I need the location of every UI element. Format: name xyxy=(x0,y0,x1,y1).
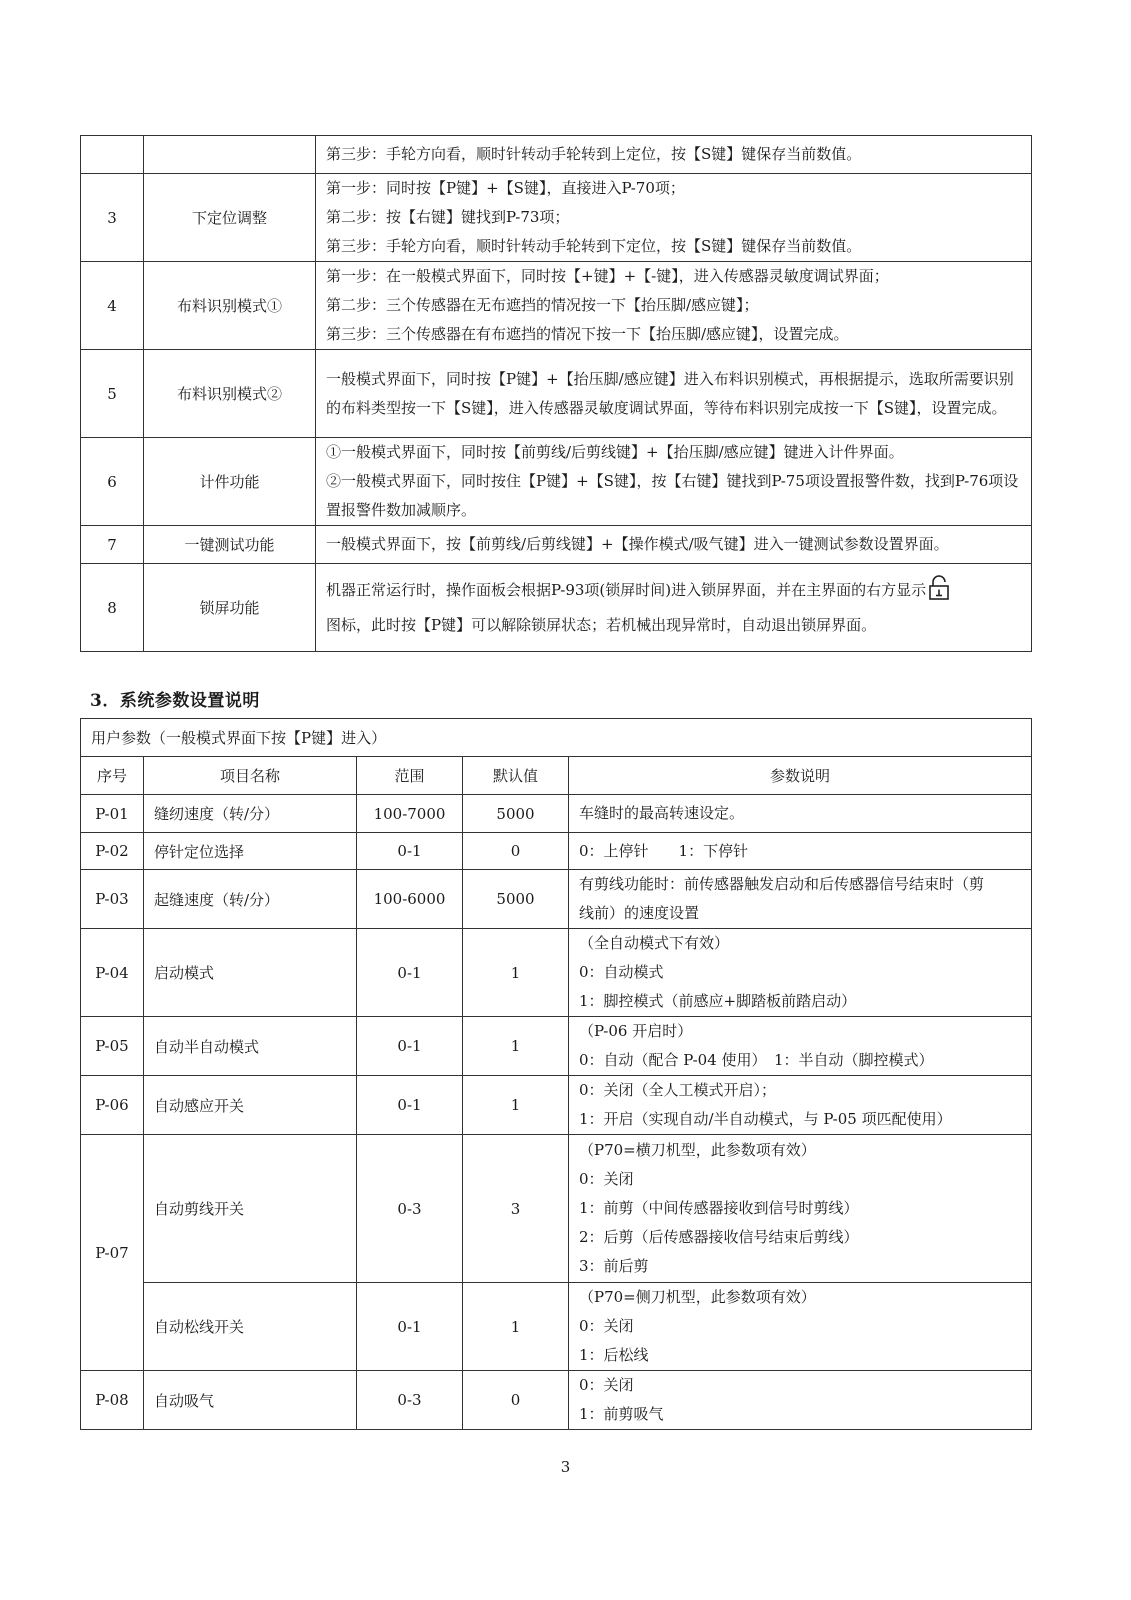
description-line: 第三步：手轮方向看，顺时针转动手轮转到下定位，按【S键】键保存当前数值。 xyxy=(326,237,862,255)
param-range: 0-1 xyxy=(357,1017,463,1076)
param-range: 100-7000 xyxy=(357,795,463,833)
function-name: 布料识别模式① xyxy=(144,262,316,350)
param-id: P-08 xyxy=(81,1371,144,1430)
operation-table xyxy=(80,135,1032,652)
description-line: 一般模式界面下，按【前剪线/后剪线键】+【操作模式/吸气键】进入一键测试参数设置界面。 xyxy=(326,535,949,553)
param-description xyxy=(569,1076,1032,1135)
function-name xyxy=(144,136,316,174)
row-number: 4 xyxy=(81,262,144,350)
param-default: 1 xyxy=(463,1017,569,1076)
description-line: 第一步：同时按【P键】+【S键】，直接进入P-70项； xyxy=(326,179,685,197)
function-description xyxy=(316,438,1032,526)
param-name: 自动剪线开关 xyxy=(144,1135,357,1283)
description-line: 0：自动模式 xyxy=(579,963,664,981)
param-description xyxy=(569,795,1032,833)
param-name: 自动松线开关 xyxy=(144,1283,357,1371)
param-id: P-04 xyxy=(81,929,144,1017)
table-row xyxy=(81,1283,1032,1371)
row-number: 7 xyxy=(81,526,144,564)
function-name: 锁屏功能 xyxy=(144,564,316,652)
table-row xyxy=(81,929,1032,1017)
table-row xyxy=(81,564,1032,652)
function-name: 布料识别模式② xyxy=(144,350,316,438)
row-number: 3 xyxy=(81,174,144,262)
header-no: 序号 xyxy=(81,757,144,795)
row-number: 5 xyxy=(81,350,144,438)
param-id: P-07 xyxy=(81,1135,144,1371)
description-text: 一般模式界面下，同时按【P键】+【抬压脚/感应键】进入布料识别模式，再根据提示，选取所需要识别的布料类型按一下【S键】，进入传感器灵敏度调试界面，等待布料识别完成按一下【S键】，设置完成。 xyxy=(326,369,1014,417)
param-name: 自动吸气 xyxy=(144,1371,357,1430)
table-caption-row xyxy=(81,719,1032,757)
param-description xyxy=(569,833,1032,870)
function-name: 下定位调整 xyxy=(144,174,316,262)
param-range: 0-1 xyxy=(357,1283,463,1371)
param-description xyxy=(569,1017,1032,1076)
lock-icon xyxy=(928,575,950,611)
table-row xyxy=(81,136,1032,174)
param-range: 0-3 xyxy=(357,1135,463,1283)
table-caption: 用户参数（一般模式界面下按【P键】进入） xyxy=(81,719,1032,757)
function-description xyxy=(316,564,1032,652)
row-number: 8 xyxy=(81,564,144,652)
table-header-row xyxy=(81,757,1032,795)
param-id: P-06 xyxy=(81,1076,144,1135)
description-line: 第二步：按【右键】键找到P-73项； xyxy=(326,208,570,226)
param-description xyxy=(569,870,1032,929)
description-line: ①一般模式界面下，同时按【前剪线/后剪线键】+【抬压脚/感应键】键进入计件界面。 xyxy=(326,443,904,461)
table-row xyxy=(81,174,1032,262)
param-id: P-05 xyxy=(81,1017,144,1076)
description-line: 1：后松线 xyxy=(579,1346,649,1364)
param-range: 100-6000 xyxy=(357,870,463,929)
description-line-text: 机器正常运行时，操作面板会根据P-93项(锁屏时间)进入锁屏界面，并在主界面的右方显示 xyxy=(326,581,927,599)
section-title: 3．系统参数设置说明 xyxy=(90,691,260,711)
table-row xyxy=(81,350,1032,438)
table-row xyxy=(81,833,1032,870)
table-row xyxy=(81,262,1032,350)
param-default: 1 xyxy=(463,1076,569,1135)
description-line: 车缝时的最高转速设定。 xyxy=(579,804,745,822)
header-default: 默认值 xyxy=(463,757,569,795)
description-line: 第一步：在一般模式界面下，同时按【+键】+【-键】，进入传感器灵敏度调试界面； xyxy=(326,267,889,285)
param-default: 0 xyxy=(463,833,569,870)
param-name: 缝纫速度（转/分） xyxy=(144,795,357,833)
header-range: 范围 xyxy=(357,757,463,795)
table-row xyxy=(81,795,1032,833)
function-description xyxy=(316,350,1032,438)
function-description xyxy=(316,526,1032,564)
table-row xyxy=(81,526,1032,564)
description-line: 第二步：三个传感器在无布遮挡的情况按一下【抬压脚/感应键】； xyxy=(326,296,759,314)
description-line: 0：关闭 xyxy=(579,1376,634,1394)
description-line: 线前）的速度设置 xyxy=(579,904,700,922)
param-default: 3 xyxy=(463,1135,569,1283)
description-line: 0：关闭 xyxy=(579,1317,634,1335)
param-name: 启动模式 xyxy=(144,929,357,1017)
parameter-table xyxy=(80,718,1032,1430)
table-row xyxy=(81,1017,1032,1076)
description-line: 1：前剪吸气 xyxy=(579,1405,664,1423)
function-description xyxy=(316,136,1032,174)
description-line: （P70=横刀机型，此参数项有效） xyxy=(579,1141,816,1159)
description-line: （全自动模式下有效） xyxy=(579,934,730,952)
description-line: 第三步：手轮方向看，顺时针转动手轮转到上定位，按【S键】键保存当前数值。 xyxy=(326,145,862,163)
param-range: 0-1 xyxy=(357,929,463,1017)
description-text: ②一般模式界面下，同时按住【P键】+【S键】，按【右键】键找到P-75项设置报警件数，找到P-76项设置报警件数加减顺序。 xyxy=(326,472,1019,519)
param-name: 自动半自动模式 xyxy=(144,1017,357,1076)
description-line: 3：前后剪 xyxy=(579,1257,649,1275)
row-number: 6 xyxy=(81,438,144,526)
description-line: 0：自动（配合 P-04 使用） 1：半自动（脚控模式） xyxy=(579,1051,934,1069)
param-default: 1 xyxy=(463,929,569,1017)
row-number xyxy=(81,136,144,174)
param-default: 5000 xyxy=(463,870,569,929)
param-id: P-02 xyxy=(81,833,144,870)
param-default: 5000 xyxy=(463,795,569,833)
param-description xyxy=(569,1135,1032,1283)
description-line: 图标，此时按【P键】可以解除锁屏状态；若机械出现异常时，自动退出锁屏界面。 xyxy=(326,616,877,634)
param-id: P-03 xyxy=(81,870,144,929)
description-line: 第三步：三个传感器在有布遮挡的情况下按一下【抬压脚/感应键】，设置完成。 xyxy=(326,325,849,343)
function-description xyxy=(316,262,1032,350)
param-description xyxy=(569,1371,1032,1430)
table-row xyxy=(81,438,1032,526)
param-range: 0-3 xyxy=(357,1371,463,1430)
description-line: 0：上停针 1：下停针 xyxy=(579,841,749,860)
description-line: （P-06 开启时） xyxy=(579,1022,693,1040)
function-description xyxy=(316,174,1032,262)
param-default: 1 xyxy=(463,1283,569,1371)
description-line: 有剪线功能时：前传感器触发启动和后传感器信号结束时（剪 xyxy=(579,875,985,893)
param-range: 0-1 xyxy=(357,833,463,870)
function-name: 一键测试功能 xyxy=(144,526,316,564)
description-line: 1：前剪（中间传感器接收到信号时剪线） xyxy=(579,1199,859,1217)
description-line: 0：关闭（全人工模式开启）； xyxy=(579,1081,777,1099)
table-row xyxy=(81,870,1032,929)
function-name: 计件功能 xyxy=(144,438,316,526)
header-description: 参数说明 xyxy=(569,757,1032,795)
param-description xyxy=(569,1283,1032,1371)
table-row xyxy=(81,1135,1032,1283)
param-name: 停针定位选择 xyxy=(144,833,357,870)
param-id: P-01 xyxy=(81,795,144,833)
description-line: 0：关闭 xyxy=(579,1170,634,1188)
table-row xyxy=(81,1371,1032,1430)
description-line: 2：后剪（后传感器接收信号结束后剪线） xyxy=(579,1228,859,1246)
table-row xyxy=(81,1076,1032,1135)
param-name: 起缝速度（转/分） xyxy=(144,870,357,929)
param-name: 自动感应开关 xyxy=(144,1076,357,1135)
description-line xyxy=(326,575,1021,611)
header-name: 项目名称 xyxy=(144,757,357,795)
description-line: 1：脚控模式（前感应+脚踏板前踏启动） xyxy=(579,992,857,1010)
page-number: 3 xyxy=(560,1458,571,1476)
param-default: 0 xyxy=(463,1371,569,1430)
description-line: 1：开启（实现自动/半自动模式，与 P-05 项匹配使用） xyxy=(579,1110,952,1128)
param-description xyxy=(569,929,1032,1017)
param-range: 0-1 xyxy=(357,1076,463,1135)
description-line: （P70=侧刀机型，此参数项有效） xyxy=(579,1288,816,1306)
